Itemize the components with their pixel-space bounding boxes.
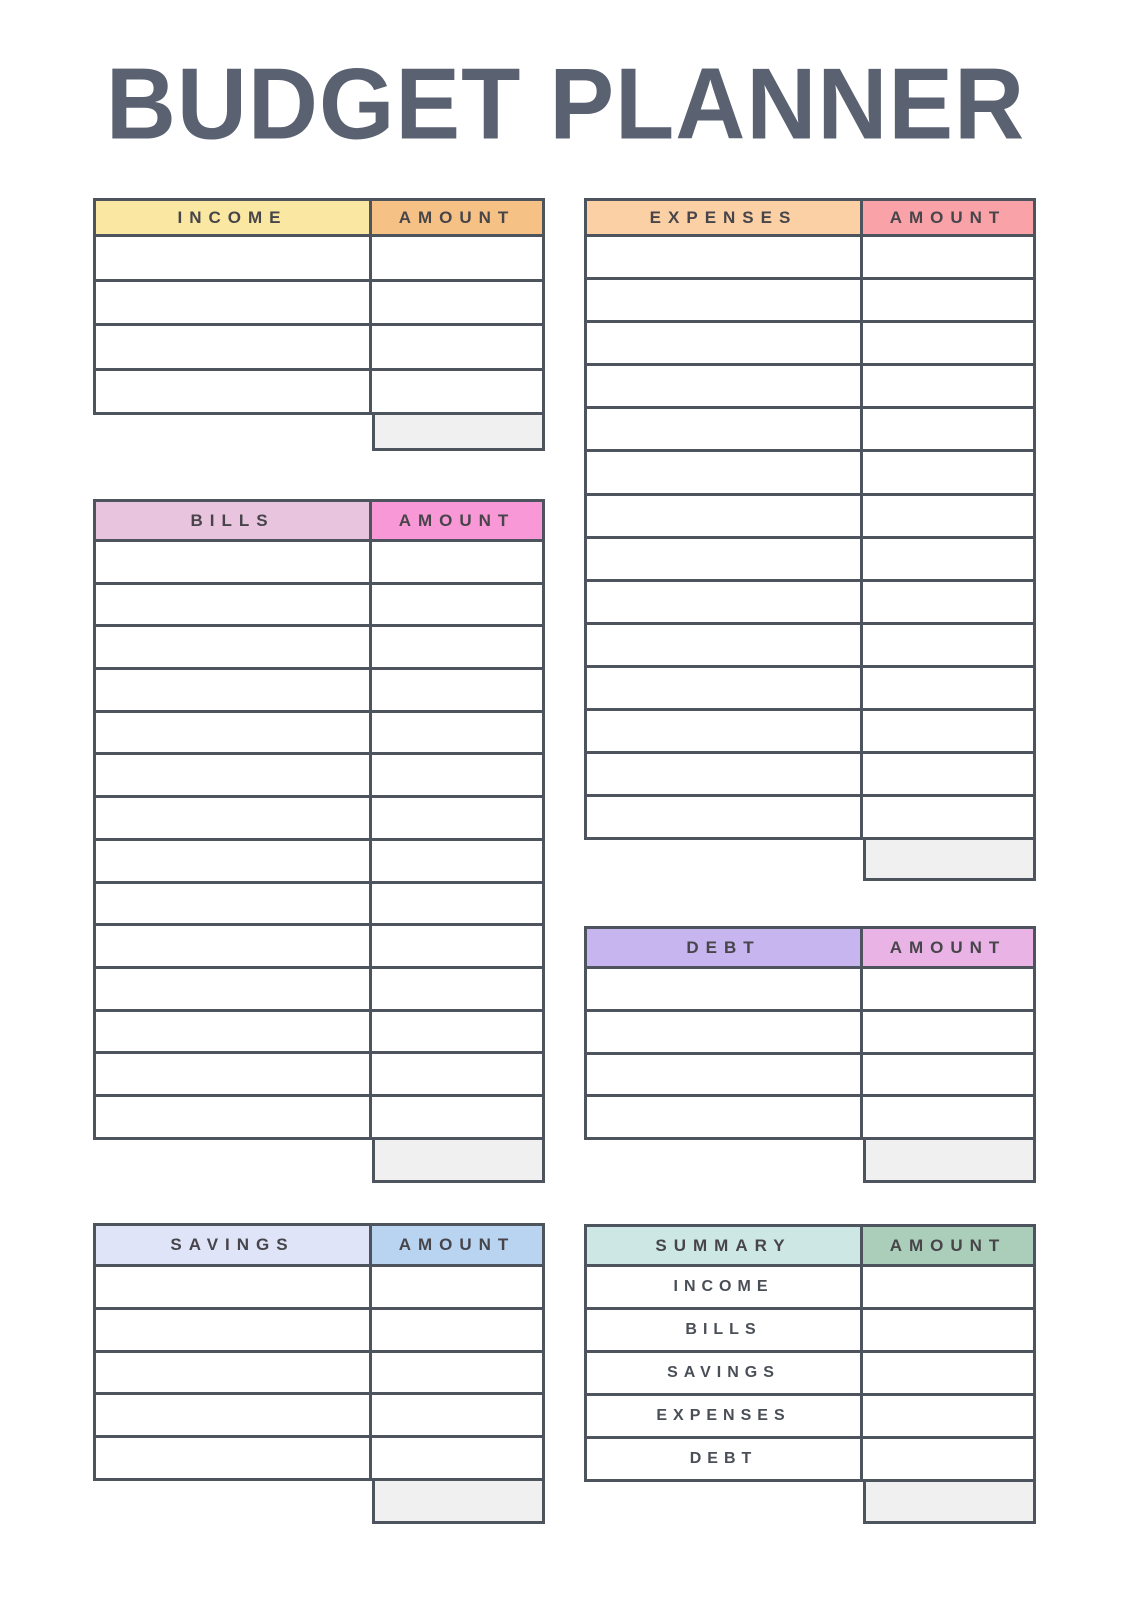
bills-name-cell [96, 542, 372, 582]
table-row [587, 1439, 1033, 1482]
table-row [587, 496, 1033, 539]
income-header-cell: INCOME [96, 201, 372, 234]
expenses-name-cell [587, 754, 863, 794]
income-name-cell [96, 326, 372, 368]
savings-amount-cell [372, 1353, 542, 1393]
expenses-name-cell [587, 366, 863, 406]
bills-amount-cell [372, 713, 542, 753]
income-table [93, 198, 545, 451]
savings-amount-cell [372, 1438, 542, 1478]
bills-amount-cell [372, 884, 542, 924]
expenses-amount-cell [863, 797, 1033, 837]
table-row [587, 452, 1033, 495]
summary-header-cell: SUMMARY [587, 1227, 863, 1264]
table-row [96, 755, 542, 798]
income-amount-cell [372, 282, 542, 324]
table-row [587, 754, 1033, 797]
summary-table [584, 1224, 1036, 1524]
expenses-amount-cell [863, 409, 1033, 449]
table-row [587, 1353, 1033, 1396]
table-row [96, 585, 542, 628]
table-row [96, 1395, 542, 1438]
savings-name-cell [96, 1395, 372, 1435]
table-row [96, 926, 542, 969]
bills-name-cell [96, 969, 372, 1009]
summary-header-row [584, 1224, 1036, 1267]
summary-amount-cell [863, 1267, 1033, 1307]
table-row [587, 323, 1033, 366]
bills-amount-cell [372, 969, 542, 1009]
savings-amount-cell [372, 1395, 542, 1435]
savings-name-cell [96, 1353, 372, 1393]
table-row [96, 1054, 542, 1097]
debt-amount-cell [863, 1055, 1033, 1095]
bills-amount-cell [372, 1012, 542, 1052]
expenses-amount-cell [863, 280, 1033, 320]
expenses-table-body [584, 237, 1036, 840]
table-row [96, 1353, 542, 1396]
table-row [587, 1055, 1033, 1098]
table-row [96, 1310, 542, 1353]
expenses-name-cell [587, 668, 863, 708]
table-row [96, 371, 542, 416]
expenses-amount-cell [863, 323, 1033, 363]
expenses-name-cell [587, 237, 863, 277]
bills-name-cell [96, 884, 372, 924]
debt-header-cell: DEBT [587, 929, 863, 966]
bills-amount-cell [372, 542, 542, 582]
bills-name-cell [96, 1097, 372, 1137]
savings-name-cell [96, 1438, 372, 1478]
bills-name-cell [96, 713, 372, 753]
bills-amount-cell [372, 798, 542, 838]
expenses-name-cell [587, 280, 863, 320]
income-total-cell [372, 415, 545, 451]
bills-name-cell [96, 670, 372, 710]
savings-header-row [93, 1223, 545, 1267]
bills-name-cell [96, 1054, 372, 1094]
bills-amount-cell [372, 1054, 542, 1094]
bills-name-cell [96, 926, 372, 966]
expenses-name-cell [587, 797, 863, 837]
table-row [587, 625, 1033, 668]
expenses-name-cell [587, 409, 863, 449]
income-amount-cell [372, 371, 542, 413]
expenses-table [584, 198, 1036, 881]
table-row [587, 539, 1033, 582]
table-row [96, 841, 542, 884]
summary-total-cell [863, 1482, 1036, 1524]
table-row [587, 797, 1033, 840]
bills-amount-cell [372, 755, 542, 795]
expenses-amount-cell [863, 496, 1033, 536]
table-row [587, 969, 1033, 1012]
table-row [587, 280, 1033, 323]
expenses-amount-cell [863, 625, 1033, 665]
table-row [587, 237, 1033, 280]
debt-table-body [584, 969, 1036, 1140]
summary-amount-cell [863, 1396, 1033, 1436]
table-row [96, 798, 542, 841]
page-title: BUDGET PLANNER [105, 47, 1026, 161]
savings-table-body [93, 1267, 545, 1481]
bills-amount-cell [372, 1097, 542, 1137]
expenses-name-cell [587, 582, 863, 622]
summary-name-cell: INCOME [587, 1267, 863, 1307]
debt-name-cell [587, 969, 863, 1009]
expenses-amount-cell [863, 366, 1033, 406]
expenses-total-cell [863, 840, 1036, 881]
table-row [96, 884, 542, 927]
bills-amount-cell [372, 670, 542, 710]
debt-table [584, 926, 1036, 1183]
table-row [587, 1396, 1033, 1439]
savings-amount-cell [372, 1310, 542, 1350]
debt-amount-cell [863, 969, 1033, 1009]
summary-table-body [584, 1267, 1036, 1482]
table-row [96, 1097, 542, 1140]
table-row [587, 668, 1033, 711]
bills-name-cell [96, 585, 372, 625]
expenses-amount-cell [863, 711, 1033, 751]
bills-name-cell [96, 798, 372, 838]
table-row [96, 627, 542, 670]
bills-amount-cell [372, 627, 542, 667]
table-row [587, 409, 1033, 452]
income-header-row [93, 198, 545, 237]
table-row [96, 237, 542, 282]
table-row [96, 969, 542, 1012]
bills-total-cell [372, 1140, 545, 1183]
expenses-name-cell [587, 496, 863, 536]
expenses-name-cell [587, 625, 863, 665]
debt-total-cell [863, 1140, 1036, 1183]
bills-amount-cell [372, 841, 542, 881]
table-row [96, 1267, 542, 1310]
debt-name-cell [587, 1012, 863, 1052]
summary-name-cell: DEBT [587, 1439, 863, 1479]
bills-amount-cell [372, 585, 542, 625]
table-row [587, 1267, 1033, 1310]
income-name-cell [96, 282, 372, 324]
expenses-amount-cell [863, 668, 1033, 708]
table-row [96, 542, 542, 585]
savings-amount-cell [372, 1267, 542, 1307]
bills-table [93, 499, 545, 1183]
summary-name-cell: BILLS [587, 1310, 863, 1350]
expenses-name-cell [587, 539, 863, 579]
table-row [587, 1310, 1033, 1353]
summary-amount-header-cell: AMOUNT [863, 1227, 1033, 1264]
summary-amount-cell [863, 1310, 1033, 1350]
debt-header-row [584, 926, 1036, 969]
table-row [587, 1012, 1033, 1055]
table-row [587, 366, 1033, 409]
bills-header-cell: BILLS [96, 502, 372, 539]
savings-name-cell [96, 1310, 372, 1350]
savings-table [93, 1223, 545, 1524]
summary-name-cell: EXPENSES [587, 1396, 863, 1436]
table-row [587, 582, 1033, 625]
summary-amount-cell [863, 1439, 1033, 1479]
income-amount-header-cell: AMOUNT [372, 201, 542, 234]
table-row [96, 713, 542, 756]
savings-amount-header-cell: AMOUNT [372, 1226, 542, 1264]
bills-name-cell [96, 841, 372, 881]
debt-amount-header-cell: AMOUNT [863, 929, 1033, 966]
debt-name-cell [587, 1097, 863, 1137]
table-row [96, 1012, 542, 1055]
table-row [96, 282, 542, 327]
expenses-amount-cell [863, 582, 1033, 622]
bills-amount-cell [372, 926, 542, 966]
table-row [587, 711, 1033, 754]
savings-header-cell: SAVINGS [96, 1226, 372, 1264]
expenses-amount-cell [863, 452, 1033, 492]
debt-name-cell [587, 1055, 863, 1095]
bills-name-cell [96, 1012, 372, 1052]
expenses-amount-cell [863, 539, 1033, 579]
debt-amount-cell [863, 1012, 1033, 1052]
income-name-cell [96, 371, 372, 413]
summary-name-cell: SAVINGS [587, 1353, 863, 1393]
savings-name-cell [96, 1267, 372, 1307]
table-row [587, 1097, 1033, 1140]
income-name-cell [96, 237, 372, 279]
expenses-header-row [584, 198, 1036, 237]
table-row [96, 326, 542, 371]
summary-amount-cell [863, 1353, 1033, 1393]
savings-total-cell [372, 1481, 545, 1524]
expenses-name-cell [587, 323, 863, 363]
bills-table-body [93, 542, 545, 1140]
expenses-header-cell: EXPENSES [587, 201, 863, 234]
income-amount-cell [372, 237, 542, 279]
income-table-body [93, 237, 545, 415]
table-row [96, 670, 542, 713]
expenses-name-cell [587, 711, 863, 751]
bills-amount-header-cell: AMOUNT [372, 502, 542, 539]
bills-name-cell [96, 755, 372, 795]
bills-name-cell [96, 627, 372, 667]
debt-amount-cell [863, 1097, 1033, 1137]
expenses-name-cell [587, 452, 863, 492]
table-row [96, 1438, 542, 1481]
income-amount-cell [372, 326, 542, 368]
bills-header-row [93, 499, 545, 542]
expenses-amount-header-cell: AMOUNT [863, 201, 1033, 234]
expenses-amount-cell [863, 754, 1033, 794]
expenses-amount-cell [863, 237, 1033, 277]
